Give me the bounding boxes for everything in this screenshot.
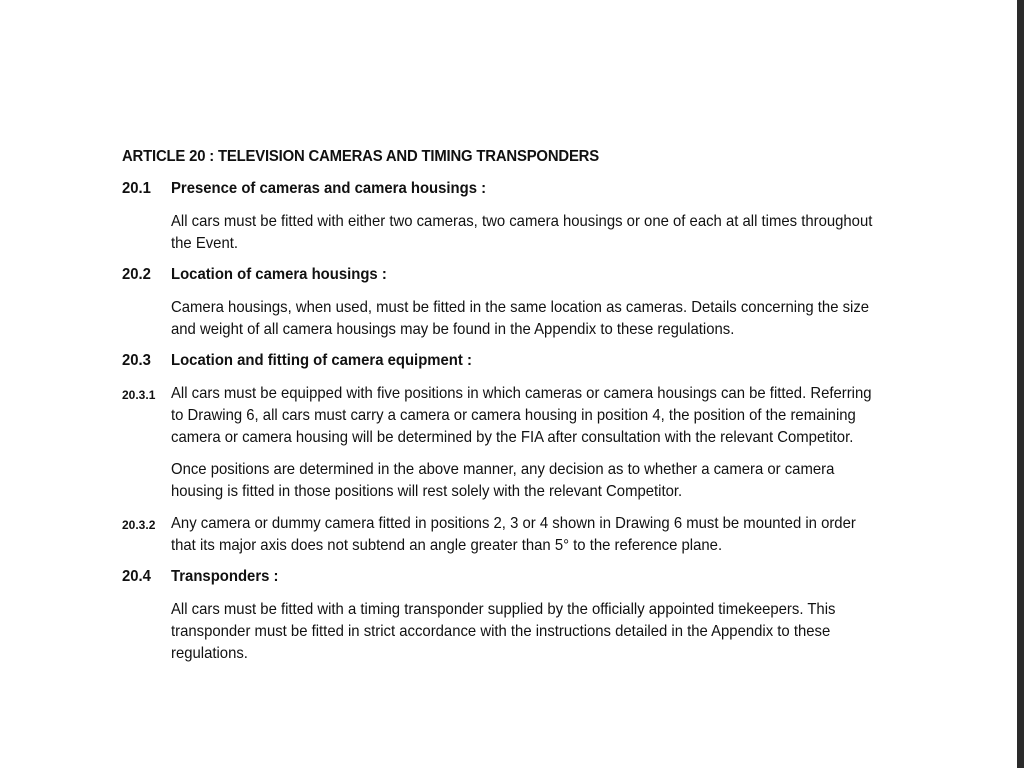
section-heading-20-3 xyxy=(122,351,912,371)
paragraph-line: that its major axis does not subtend an angle greater than 5° to the reference plane. xyxy=(171,537,723,554)
paragraph-line: transponder must be fitted in strict accordance with the instructions detailed in the Appendix to these xyxy=(171,623,831,640)
subsection-number: 20.3.1 xyxy=(122,388,156,402)
paragraph-line: Any camera or dummy camera fitted in positions 2, 3 or 4 shown in Drawing 6 must be mounted in order xyxy=(171,515,856,532)
paragraph-line: All cars must be fitted with a timing transponder supplied by the officially appointed timekeepers. This xyxy=(171,601,836,618)
viewer-edge xyxy=(1017,0,1024,768)
section-paragraph-20-4 xyxy=(171,599,941,665)
section-title: Transponders : xyxy=(171,568,279,585)
section-number: 20.4 xyxy=(122,568,151,585)
subsection-body xyxy=(171,383,912,449)
paragraph-line: camera or camera housing will be determined by the FIA after consultation with the relevant Competitor. xyxy=(171,429,854,446)
subsection-number: 20.3.2 xyxy=(122,518,156,532)
paragraph-line: All cars must be equipped with five positions in which cameras or camera housings can be fitted. Referring xyxy=(171,385,872,402)
section-number: 20.1 xyxy=(122,180,151,197)
article-content xyxy=(122,147,912,675)
section-title: Location of camera housings : xyxy=(171,266,387,283)
section-heading-20-1 xyxy=(122,179,912,199)
section-title: Presence of cameras and camera housings : xyxy=(171,180,487,197)
paragraph-line: All cars must be fitted with either two cameras, two camera housings or one of each at all times throughout xyxy=(171,213,873,230)
paragraph-line: regulations. xyxy=(171,645,248,662)
section-heading-20-2 xyxy=(122,265,912,285)
subsection-20-3-1 xyxy=(122,383,912,449)
paragraph-line: the Event. xyxy=(171,235,239,252)
section-number: 20.2 xyxy=(122,266,151,283)
subsection-20-3-2 xyxy=(122,513,912,557)
section-title: Location and fitting of camera equipment : xyxy=(171,352,472,369)
section-paragraph-20-1 xyxy=(171,211,941,255)
paragraph-line: to Drawing 6, all cars must carry a camera or camera housing in position 4, the position of the remaining xyxy=(171,407,856,424)
article-title: ARTICLE 20 : TELEVISION CAMERAS AND TIMING TRANSPONDERS xyxy=(122,148,599,165)
subsection-body xyxy=(171,513,912,557)
subsection-20-3-1-paragraph-2 xyxy=(171,459,941,503)
section-number: 20.3 xyxy=(122,352,151,369)
section-paragraph-20-2 xyxy=(171,297,941,341)
paragraph-line: and weight of all camera housings may be found in the Appendix to these regulations. xyxy=(171,321,735,338)
section-heading-20-4 xyxy=(122,567,912,587)
paragraph-line: Camera housings, when used, must be fitted in the same location as cameras. Details concerning the size xyxy=(171,299,870,316)
paragraph-line: housing is fitted in those positions will rest solely with the relevant Competitor. xyxy=(171,483,683,500)
paragraph-line: Once positions are determined in the above manner, any decision as to whether a camera or camera xyxy=(171,461,835,478)
